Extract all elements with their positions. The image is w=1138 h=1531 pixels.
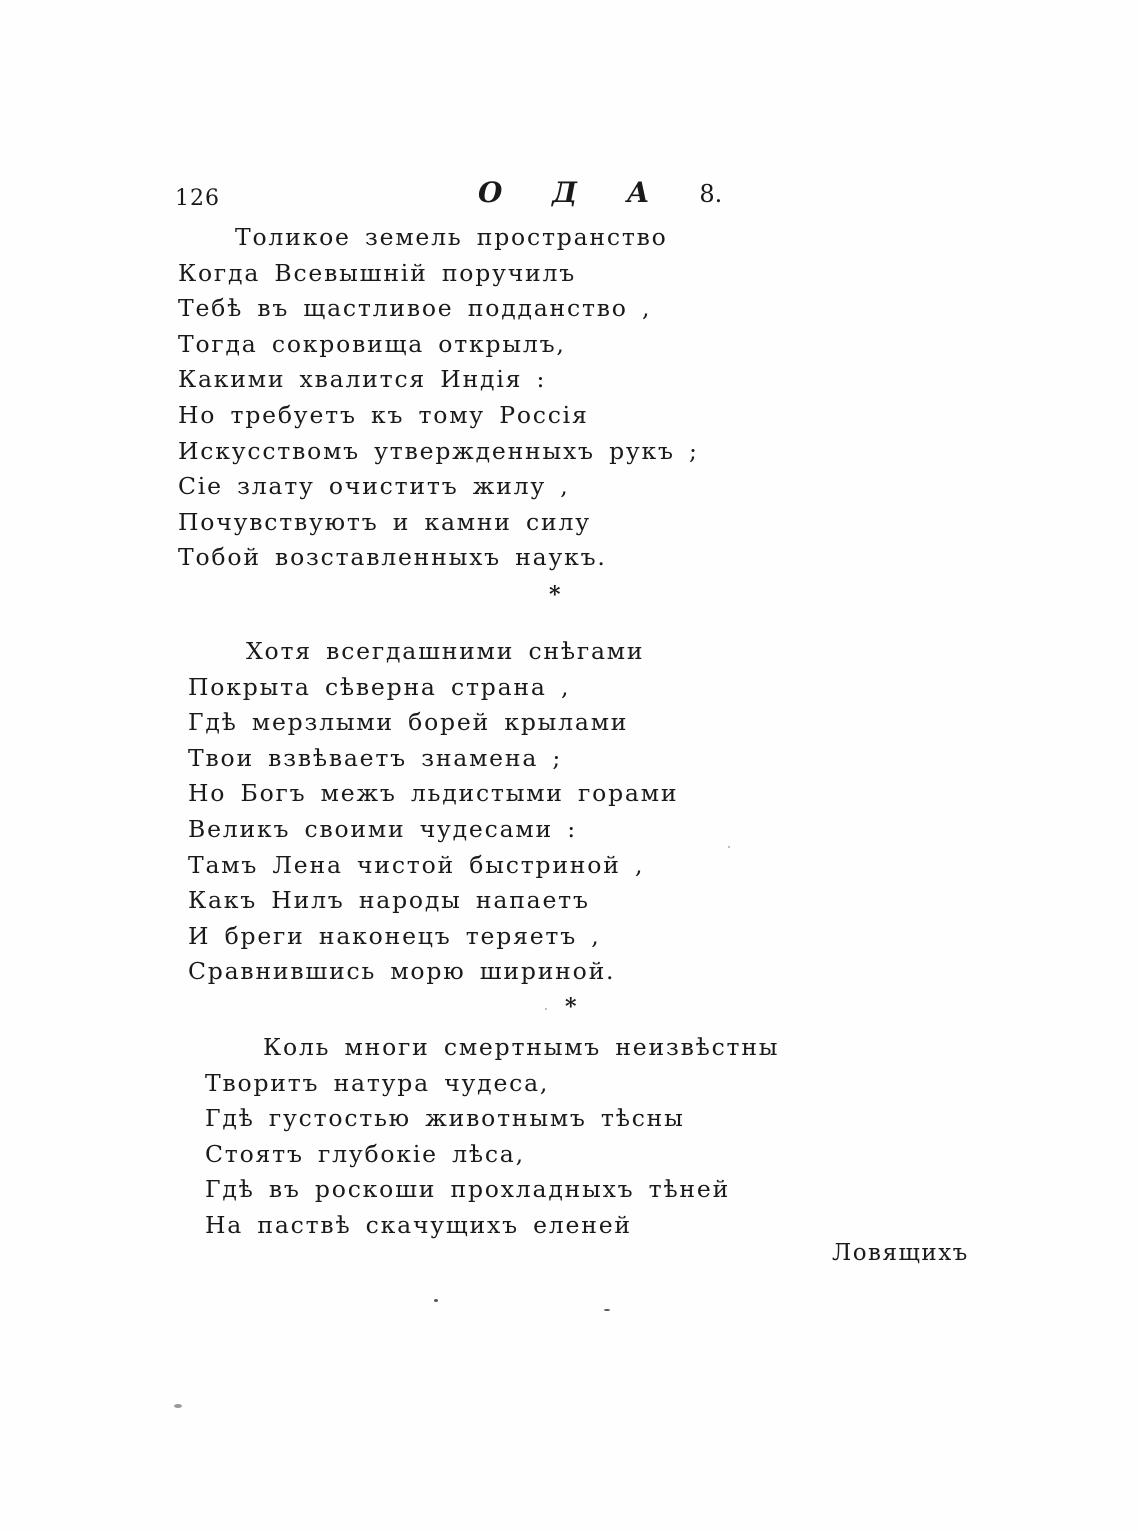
scan-speck	[604, 1309, 610, 1311]
scan-speck	[728, 846, 730, 848]
stanza-1	[178, 220, 699, 576]
verse-line: Тамъ Лена чистой быстриной ,	[188, 850, 645, 879]
scan-speck	[545, 1008, 547, 1010]
verse-line: Искусствомъ утвержденныхъ рукъ ;	[178, 436, 699, 465]
verse-line: Тогда сокровища открылъ,	[178, 329, 566, 358]
title-text: О Д А	[478, 176, 670, 209]
verse-line: Толикое земель пространство	[235, 223, 668, 251]
verse-line: И бреги наконецъ теряетъ ,	[188, 921, 601, 950]
verse-line: Почувствуютъ и камни силу	[178, 507, 591, 536]
verse-line: Какъ Нилъ народы напаетъ	[188, 886, 590, 915]
verse-line: Тебѣ въ щастливое подданство ,	[178, 294, 652, 323]
verse-line: Тобой возставленныхъ наукъ.	[178, 543, 607, 572]
scan-speck	[174, 1404, 182, 1408]
stanza-separator: *	[565, 994, 577, 1020]
verse-line: Но Богъ межъ льдистыми горами	[188, 779, 679, 808]
stanza-3	[205, 1030, 779, 1244]
verse-line: Но требуетъ къ тому Россія	[178, 400, 589, 429]
verse-line: Сравнившись морю шириной.	[188, 957, 616, 986]
scan-speck	[434, 1299, 438, 1302]
verse-line: Хотя всегдашними снѣгами	[246, 637, 645, 665]
ode-number: 8.	[699, 180, 723, 208]
verse-line: Сіе злату очиститъ жилу ,	[178, 472, 570, 501]
page-number: 126	[175, 186, 220, 211]
stanza-separator: *	[549, 582, 561, 608]
stanza-2	[188, 634, 678, 990]
verse-line: Великъ своими чудесами :	[188, 814, 577, 843]
catchword: Ловящихъ	[832, 1240, 969, 1266]
verse-line: Гдѣ мерзлыми борей крылами	[188, 708, 629, 737]
running-title	[478, 176, 722, 209]
verse-line: На паствѣ скачущихъ еленей	[205, 1210, 632, 1239]
verse-line: Гдѣ густостью животнымъ тѣсны	[205, 1104, 685, 1133]
verse-line: Твои взвѣваетъ знамена ;	[188, 743, 563, 772]
verse-line: Когда Всевышній поручилъ	[178, 258, 576, 287]
verse-line: Стоятъ глубокіе лѣса,	[205, 1139, 525, 1168]
verse-line: Покрыта сѣверна страна ,	[188, 672, 571, 701]
verse-line: Какими хвалится Индія :	[178, 365, 547, 394]
verse-line: Гдѣ въ роскоши прохладныхъ тѣней	[205, 1175, 731, 1204]
verse-line: Коль многи смертнымъ неизвѣстны	[263, 1033, 780, 1061]
verse-line: Творитъ натура чудеса,	[205, 1068, 550, 1097]
